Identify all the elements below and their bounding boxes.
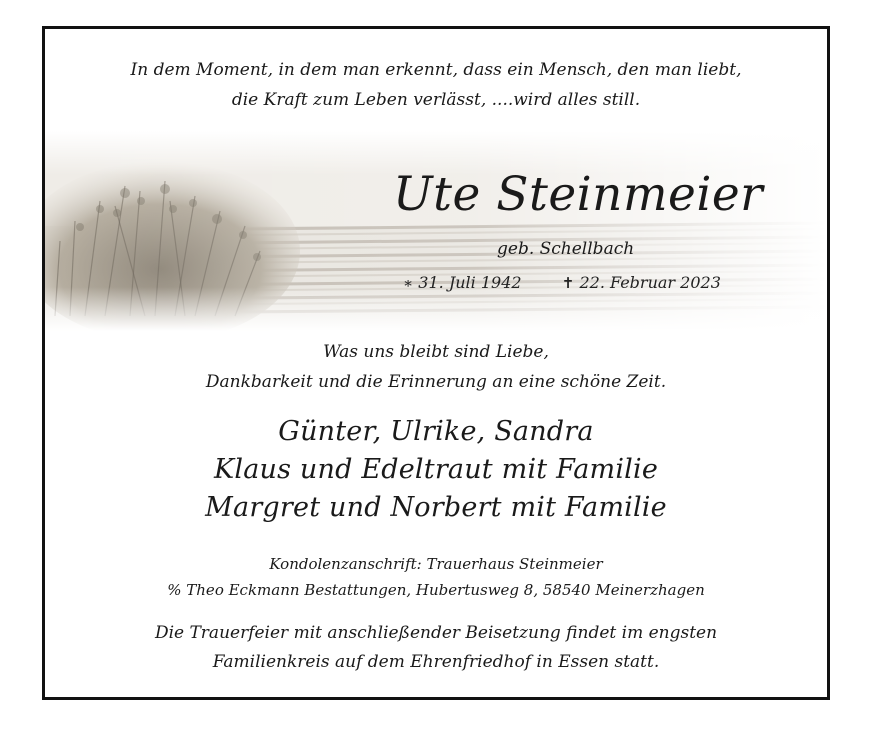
death-cross-icon: ✝ <box>561 274 575 292</box>
opening-quote <box>45 55 827 115</box>
quote-line-2: die Kraft zum Leben verlässt, ....wird alles still. <box>231 90 641 110</box>
maiden-name: geb. Schellbach <box>497 239 635 259</box>
obituary-frame <box>42 26 830 700</box>
funeral-notice <box>45 619 827 677</box>
deceased-name: Ute Steinmeier <box>393 167 764 222</box>
mourner-line: Margret und Norbert mit Familie <box>205 492 667 523</box>
life-dates <box>403 273 721 292</box>
birth-date: 31. Juli 1942 <box>418 273 522 292</box>
mourner-line: Klaus und Edeltraut mit Familie <box>213 454 658 485</box>
condolence-address <box>45 551 827 603</box>
funeral-line-1: Die Trauerfeier mit anschließender Beisetzung findet im engsten <box>154 623 718 643</box>
death-date: 22. Februar 2023 <box>579 273 721 292</box>
memory-line-2: Dankbarkeit und die Erinnerung an eine schöne Zeit. <box>205 372 667 392</box>
memory-line-1: Was uns bleibt sind Liebe, <box>323 342 549 362</box>
birth-star-icon: ∗ <box>403 274 414 292</box>
mourners-list <box>45 413 827 527</box>
heather-boardwalk-photo <box>45 131 827 331</box>
memory-text <box>45 337 827 397</box>
funeral-line-2: Familienkreis auf dem Ehrenfriedhof in Essen statt. <box>212 652 660 672</box>
quote-line-1: In dem Moment, in dem man erkennt, dass ein Mensch, den man liebt, <box>130 60 742 80</box>
condolence-line-2: % Theo Eckmann Bestattungen, Hubertusweg 8, 58540 Meinerzhagen <box>167 581 705 599</box>
mourner-line: Günter, Ulrike, Sandra <box>278 416 594 447</box>
condolence-line-1: Kondolenzanschrift: Trauerhaus Steinmeier <box>269 555 603 573</box>
